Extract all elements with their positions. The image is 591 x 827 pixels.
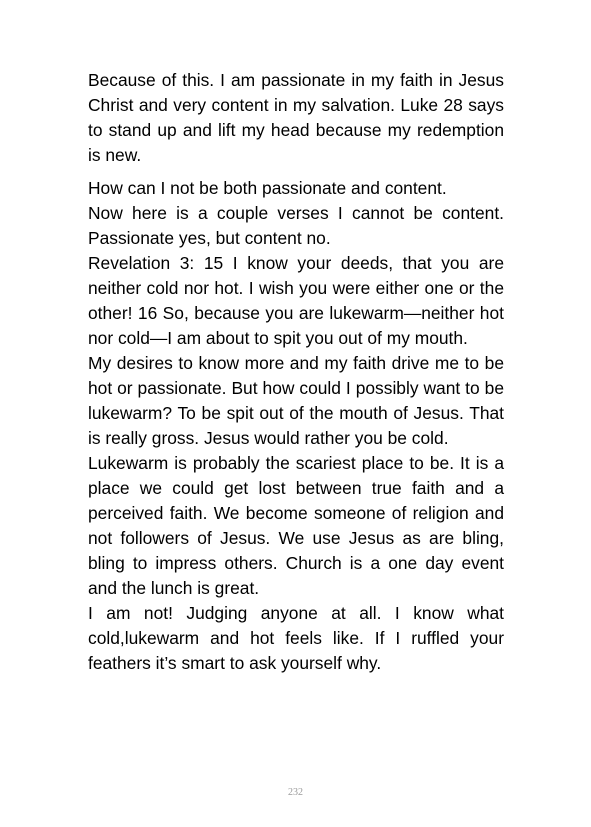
paragraph-both-question: How can I not be both passionate and content. — [88, 178, 447, 198]
page-number: 232 — [288, 787, 303, 798]
paragraph-couple-verses: Now here is a couple verses I cannot be content. Passionate yes, but content no. — [88, 203, 504, 248]
paragraph-revelation-quote: Revelation 3: 15 I know your deeds, that you are neither cold nor hot. I wish you were either one or the other! 16 So, because you are lukewarm—neither hot nor cold—I am about to spit you out of my mouth. — [88, 253, 504, 348]
body-text — [88, 68, 504, 676]
paragraph-desires: My desires to know more and my faith drive me to be hot or passionate. But how could I possibly want to be lukewarm? To be spit out of the mouth of Jesus. That is really gross. Jesus would rather you be cold. — [88, 353, 504, 448]
paragraph-not-judging: I am not! Judging anyone at all. I know what cold,lukewarm and hot feels like. If I ruffled your feathers it’s smart to ask yourself why. — [88, 603, 504, 673]
paragraph-lukewarm: Lukewarm is probably the scariest place to be. It is a place we could get lost between true faith and a perceived faith. We become someone of religion and not followers of Jesus. We use Jesus as are bling, bling to impress others. Church is a one day event and the lunch is great. — [88, 453, 504, 598]
paragraph-passion-and-salvation: Because of this. I am passionate in my faith in Jesus Christ and very content in my salvation. Luke 28 says to stand up and lift my head because my redemption is new. — [88, 70, 504, 165]
